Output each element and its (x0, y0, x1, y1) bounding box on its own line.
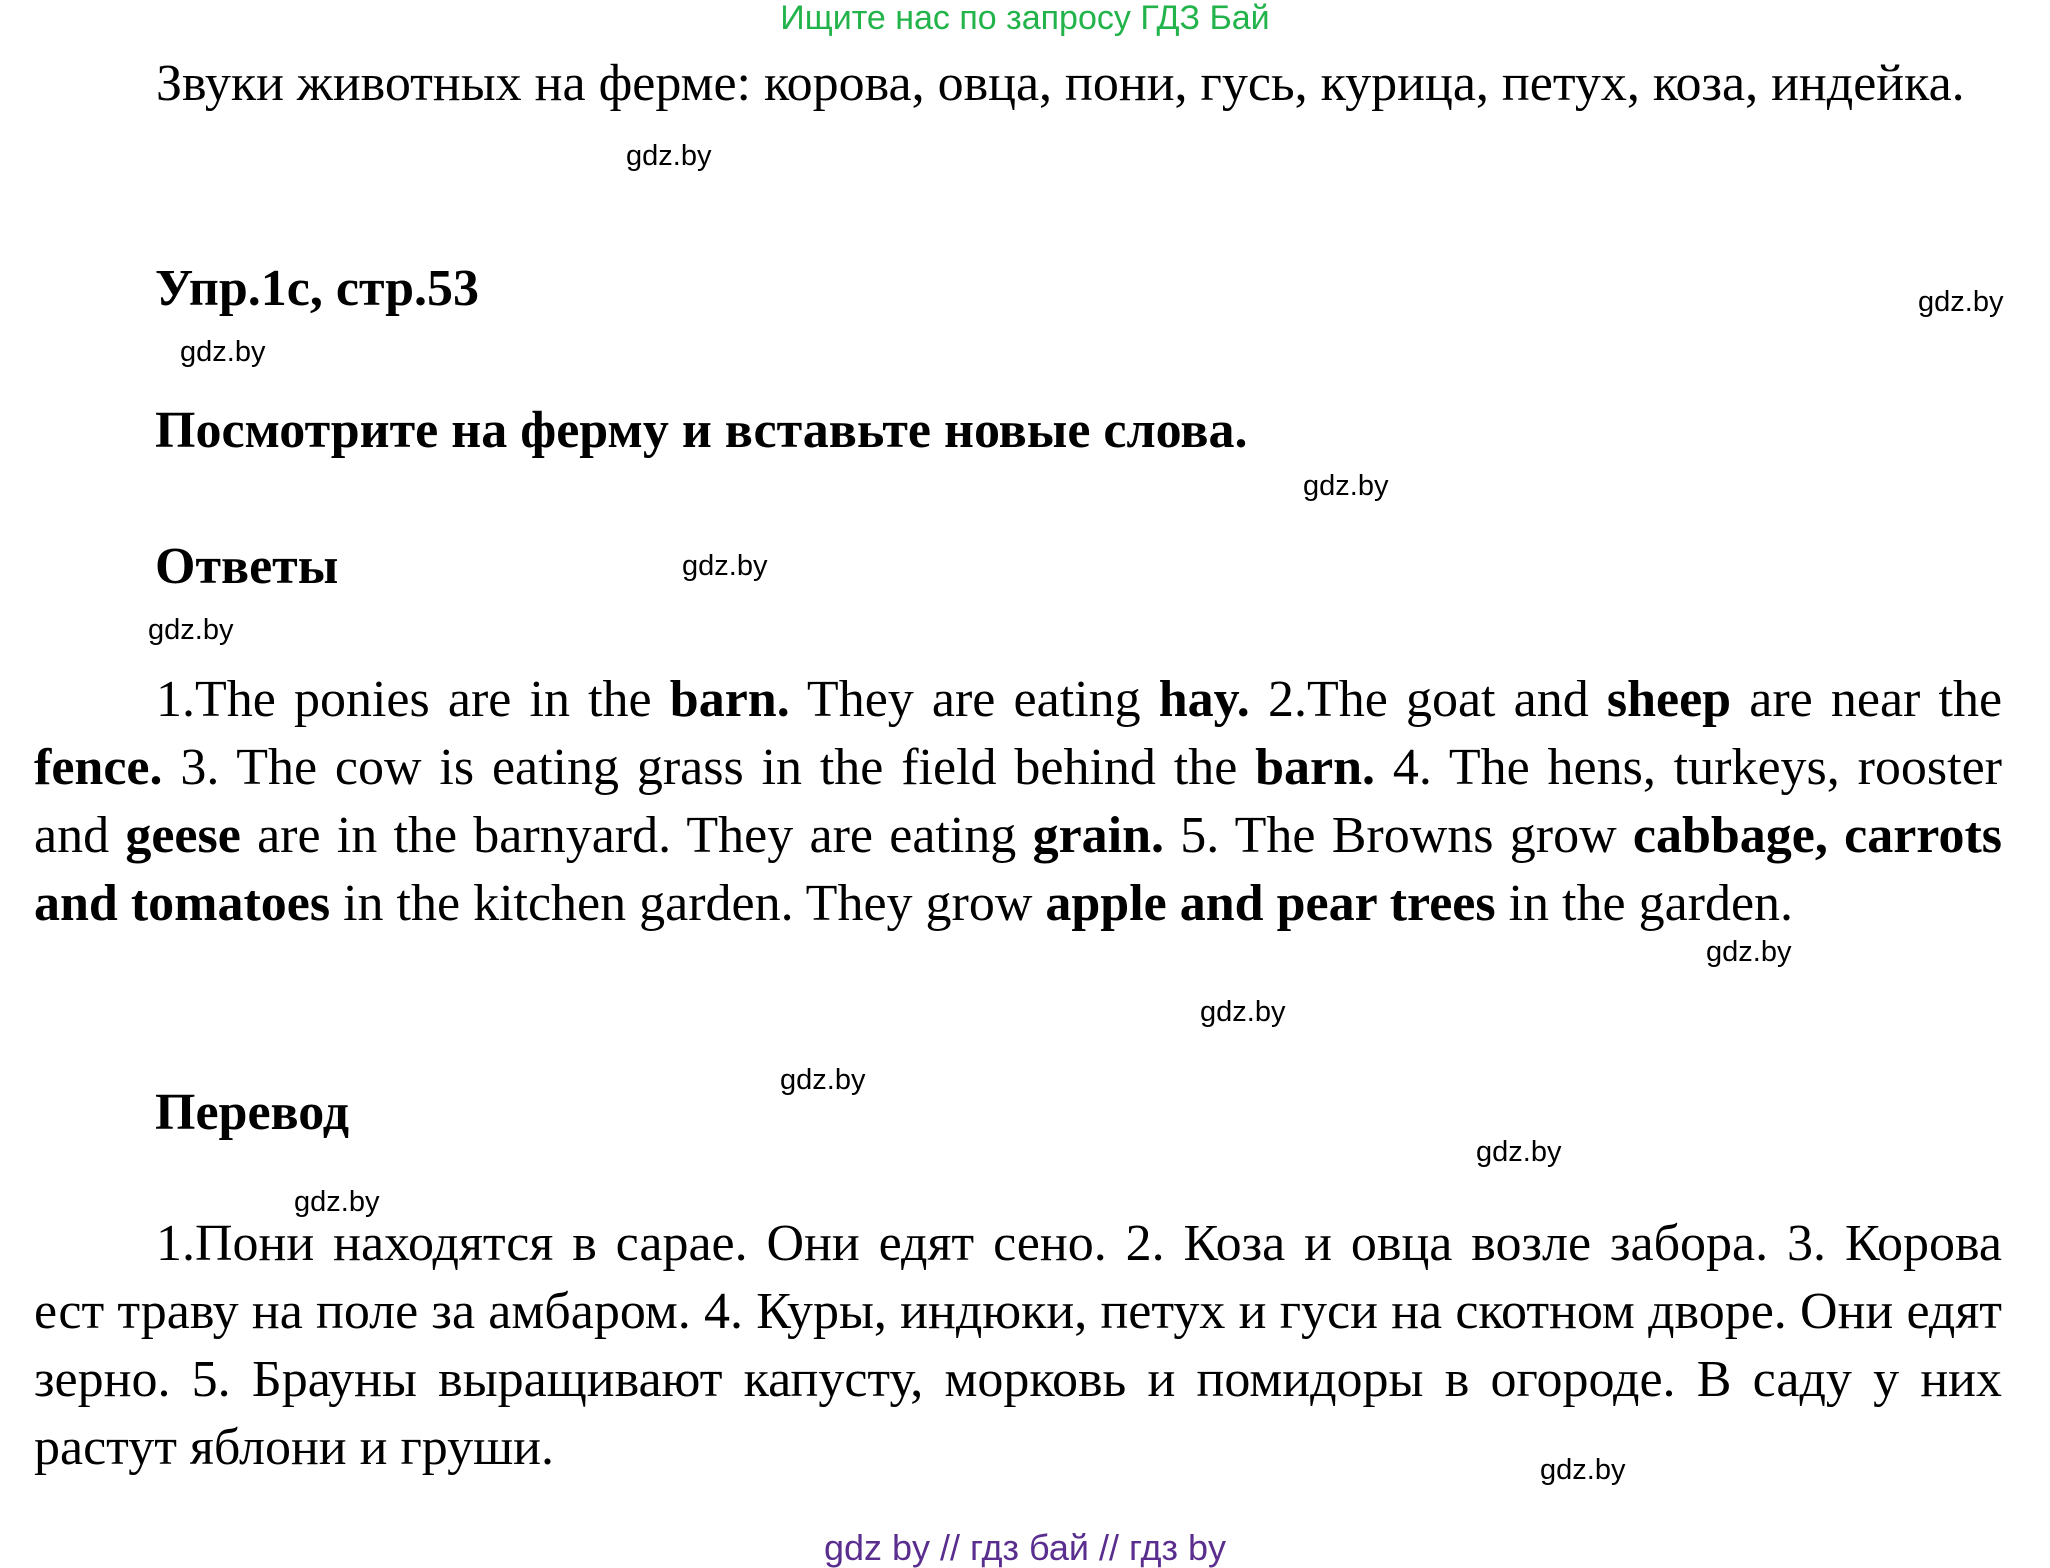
answer-text: 4. The hens, turkeys, rooster and (34, 739, 2003, 864)
answer-keyword: geese (125, 807, 241, 864)
answer-text: They are eating (789, 671, 1159, 728)
exercise-title: Упр.1c, стр.53 (155, 260, 480, 317)
answer-keyword: barn. (1255, 739, 1376, 796)
answers-paragraph (34, 666, 2002, 938)
watermark: gdz.by (682, 550, 768, 582)
answer-text: are in the barnyard. They are eating (240, 807, 1033, 864)
answer-text: in the kitchen garden. They grow (330, 875, 1046, 932)
watermark: gdz.by (626, 140, 712, 172)
answers-heading: Ответы (155, 538, 339, 595)
intro-paragraph: Звуки животных на ферме: корова, овца, пони, гусь, курица, петух, коза, индейка. (156, 55, 1965, 112)
task-instruction: Посмотрите на ферму и вставьте новые слова. (155, 402, 1248, 459)
watermark: gdz.by (1706, 936, 1792, 968)
watermark: gdz.by (1918, 286, 2004, 318)
answer-text: are near the (1731, 671, 2003, 728)
answer-keyword: fence. (34, 739, 163, 796)
watermark: gdz.by (1540, 1454, 1626, 1486)
watermark: gdz.by (180, 336, 266, 368)
footer-links: gdz by // гдз бай // гдз by (823, 1527, 1227, 1568)
watermark: gdz.by (1303, 470, 1389, 502)
answer-keyword: cabbage, carrots and tomatoes (34, 807, 2003, 932)
answer-keyword: hay. (1158, 671, 1250, 728)
answer-text: 3. The cow is eating grass in the field behind the (162, 739, 1256, 796)
watermark: gdz.by (148, 614, 234, 646)
answer-text: 1.The ponies are in the (156, 671, 670, 728)
answer-keyword: grain. (1032, 807, 1165, 864)
top-banner: Ищите нас по запросу ГДЗ Бай (780, 0, 1270, 37)
answer-keyword: apple and pear trees (1045, 875, 1496, 932)
translation-heading: Перевод (155, 1084, 350, 1141)
answer-text: in the garden. (1495, 875, 1794, 932)
watermark: gdz.by (780, 1064, 866, 1096)
answer-text: 2.The goat and (1249, 671, 1607, 728)
answer-keyword: sheep (1606, 671, 1732, 728)
answer-text: 5. The Browns grow (1164, 807, 1633, 864)
watermark: gdz.by (1200, 996, 1286, 1028)
answer-keyword: barn. (669, 671, 790, 728)
watermark: gdz.by (1476, 1136, 1562, 1168)
watermark: gdz.by (294, 1186, 380, 1218)
translation-paragraph: 1.Пони находятся в сарае. Они едят сено. 2. Коза и овца возле забора. 3. Корова ест траву на поле за амбаром. 4. Куры, индюки, петух и гуси на скотном дворе. Они едят зерно. 5. Брауны выращивают капусту, морковь и помидоры в огороде. В саду у них растут яблони и груши. (34, 1215, 2002, 1476)
